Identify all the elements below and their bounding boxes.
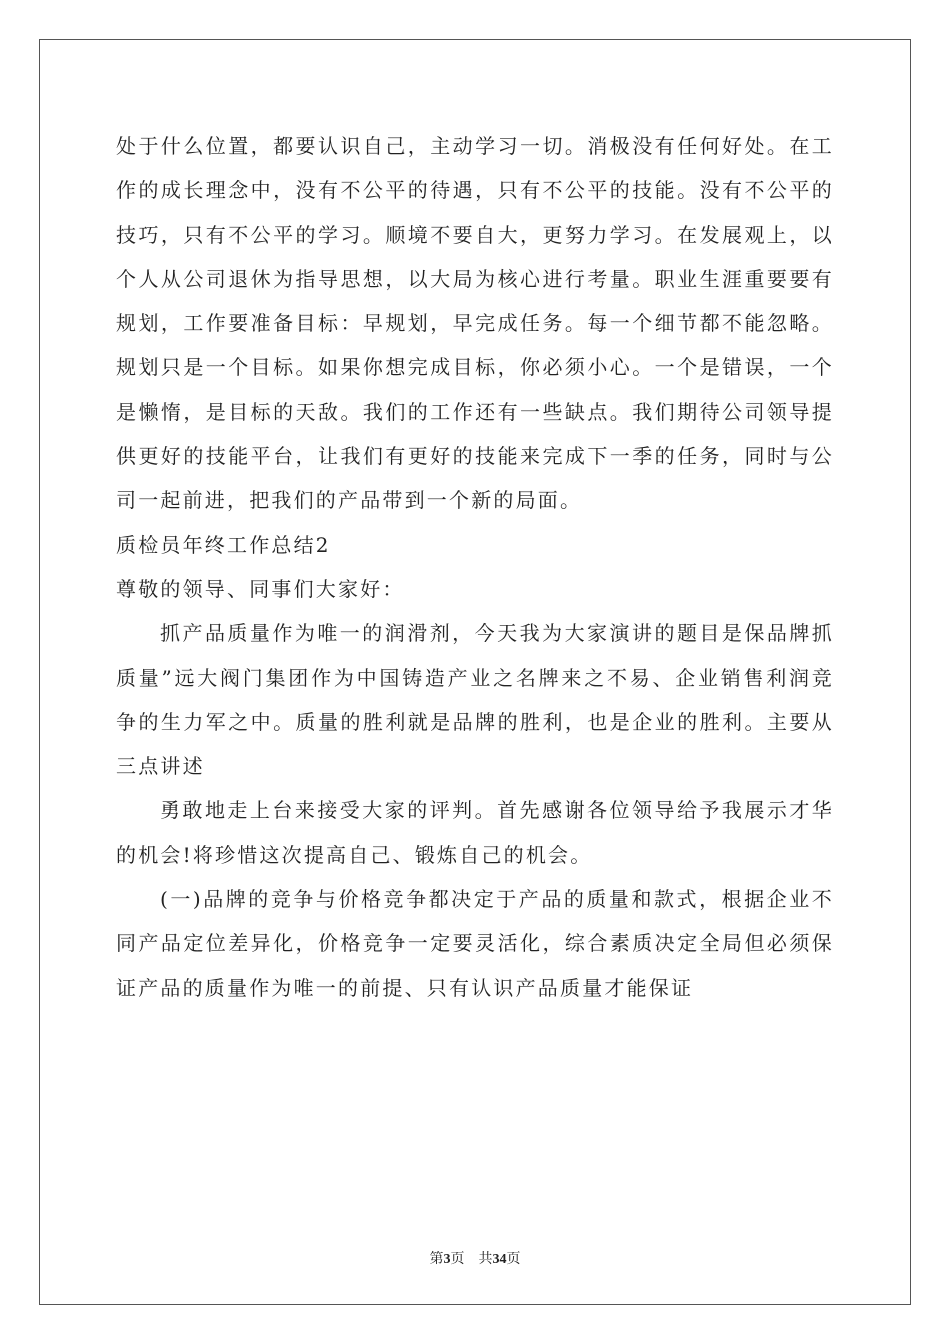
paragraph-intro: 抓产品质量作为唯一的润滑剂，今天我为大家演讲的题目是保品牌抓质量”远大阀门集团作为中国铸造产业之名牌来之不易、企业销售利润竞争的生力军之中。质量的胜利就是品牌的胜利，也是企业的胜利。主要从三点讲述 bbox=[116, 621, 834, 779]
total-pages: 34 bbox=[492, 1252, 507, 1267]
page-suffix: 页 bbox=[450, 1251, 465, 1267]
total-prefix: 共 bbox=[478, 1251, 493, 1267]
page-prefix: 第 bbox=[429, 1251, 444, 1267]
paragraph-thanks: 勇敢地走上台来接受大家的评判。首先感谢各位领导给予我展示才华的机会!将珍惜这次提高自己、锻炼自己的机会。 bbox=[116, 798, 834, 867]
page-number: 3 bbox=[443, 1252, 451, 1267]
salutation: 尊敬的领导、同事们大家好： bbox=[116, 576, 405, 601]
paragraph-point-one: (一)品牌的竞争与价格竞争都决定于产品的质量和款式，根据企业不同产品定位差异化，价格竞争一定要灵活化，综合素质决定全局但必须保证产品的质量作为唯一的前提、只有认识产品质量才能保证 bbox=[116, 887, 834, 1000]
section-heading: 质检员年终工作总结2 bbox=[116, 532, 331, 557]
paragraph-continued: 处于什么位置，都要认识自己，主动学习一切。消极没有任何好处。在工作的成长理念中，没有不公平的待遇，只有不公平的技能。没有不公平的技巧，只有不公平的学习。顺境不要自大，更努力学习。在发展观上，以个人从公司退休为指导思想，以大局为核心进行考量。职业生涯重要要有规划，工作要准备目标：早规划，早完成任务。每一个细节都不能忽略。规划只是一个目标。如果你想完成目标，你必须小心。一个是错误，一个是懒惰，是目标的天敌。我们的工作还有一些缺点。我们期待公司领导提供更好的技能平台，让我们有更好的技能来完成下一季的任务，同时与公司一起前进，把我们的产品带到一个新的局面。 bbox=[116, 134, 834, 513]
page-footer bbox=[0, 1248, 950, 1268]
document-body bbox=[116, 124, 834, 1010]
total-suffix: 页 bbox=[506, 1251, 521, 1267]
